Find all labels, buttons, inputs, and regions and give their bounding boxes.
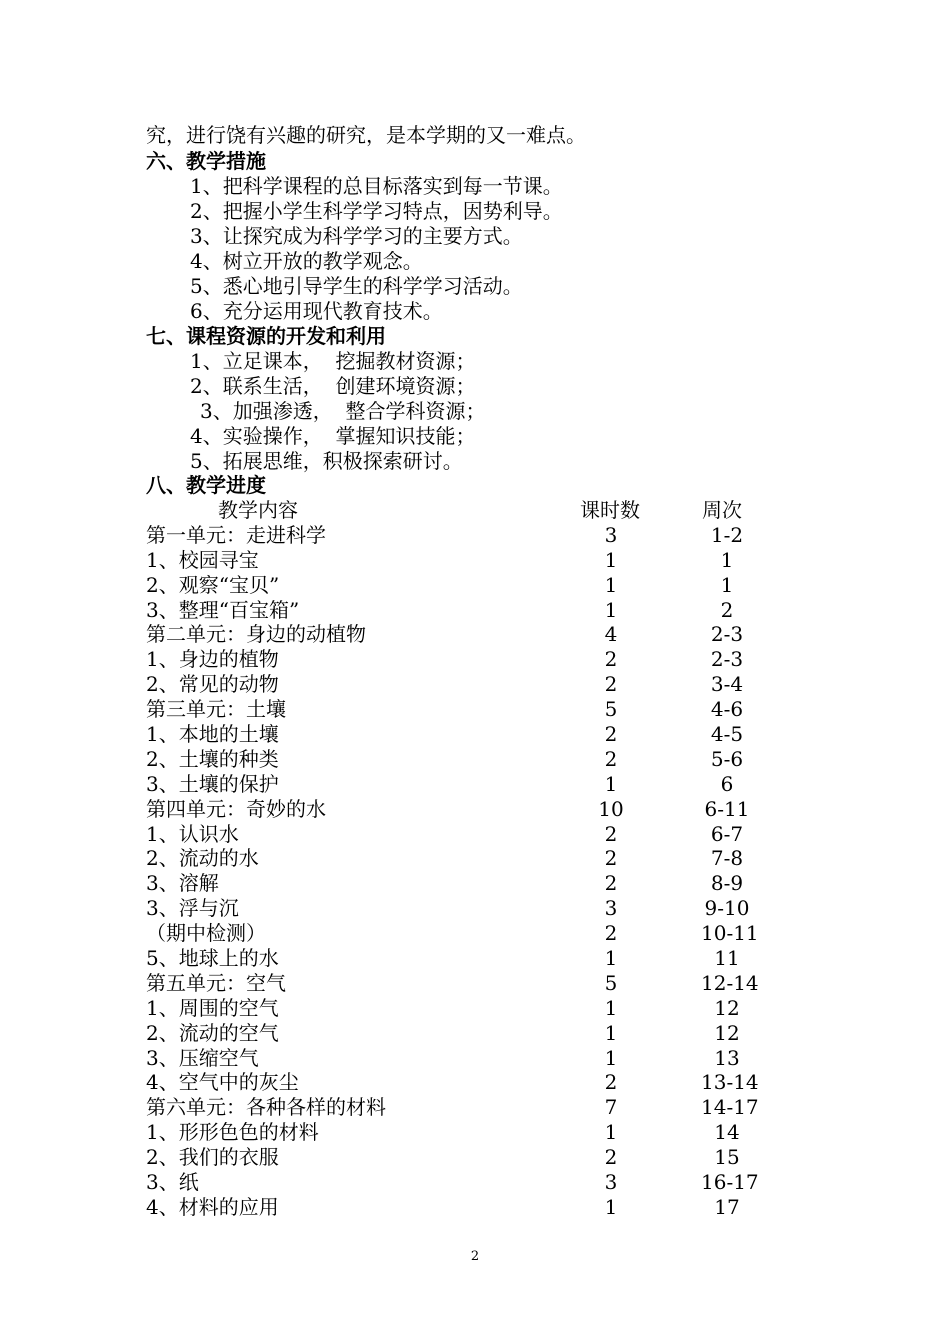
table-row (146, 548, 806, 573)
section-7-item: 4、实验操作， 掌握知识技能； (190, 424, 476, 448)
cell-weeks: 14 (714, 1120, 740, 1145)
table-row (146, 946, 806, 971)
cell-weeks: 7-8 (710, 846, 744, 871)
cell-weeks: 5-6 (710, 746, 744, 771)
cell-hours: 7 (604, 1095, 618, 1120)
cell-weeks: 9-10 (704, 896, 750, 921)
cell-content: 第五单元：空气 (146, 970, 286, 995)
cell-weeks: 12 (714, 1020, 740, 1045)
cell-hours: 5 (604, 970, 618, 995)
cell-content: 1、校园寻宝 (146, 547, 259, 572)
cell-content: 1、认识水 (146, 821, 239, 846)
cell-weeks: 1 (720, 572, 734, 597)
table-row (146, 1095, 806, 1120)
cell-content: 3、整理“百宝箱” (146, 597, 300, 622)
cell-weeks: 1 (720, 547, 734, 572)
cell-hours: 1 (604, 995, 618, 1020)
table-row (146, 1021, 806, 1046)
section-6-item: 4、树立开放的教学观念。 (190, 249, 423, 273)
cell-hours: 1 (604, 771, 618, 796)
cell-weeks: 15 (714, 1145, 740, 1170)
cell-weeks: 3-4 (710, 672, 744, 697)
cell-weeks: 13 (714, 1045, 740, 1070)
section-6-item: 1、把科学课程的总目标落实到每一节课。 (190, 174, 563, 198)
cell-content: 1、身边的植物 (146, 647, 279, 672)
table-row (146, 523, 806, 548)
section-7-heading: 七、课程资源的开发和利用 (146, 324, 386, 348)
cell-hours: 2 (604, 1070, 618, 1095)
table-row (146, 971, 806, 996)
cell-content: 第一单元：走进科学 (146, 522, 326, 547)
cell-content: 4、空气中的灰尘 (146, 1070, 299, 1095)
table-row (146, 797, 806, 822)
section-6-item: 2、把握小学生科学学习特点，因势利导。 (190, 199, 563, 223)
cell-hours: 1 (604, 946, 618, 971)
cell-content: 2、流动的水 (146, 846, 259, 871)
cell-content: 2、常见的动物 (146, 672, 279, 697)
cell-hours: 2 (604, 846, 618, 871)
table-row (146, 697, 806, 722)
cell-weeks: 12 (714, 995, 740, 1020)
cell-hours: 2 (604, 821, 618, 846)
cell-hours: 1 (604, 1045, 618, 1070)
cell-weeks: 12-14 (701, 970, 759, 995)
cell-hours: 1 (604, 597, 618, 622)
cell-content: 3、压缩空气 (146, 1045, 259, 1070)
cell-content: 2、土壤的种类 (146, 746, 279, 771)
cell-content: 3、浮与沉 (146, 896, 239, 921)
cell-hours: 2 (604, 647, 618, 672)
cell-hours: 3 (604, 896, 618, 921)
section-6-item: 5、悉心地引导学生的科学学习活动。 (190, 274, 523, 298)
cell-content: 1、形形色色的材料 (146, 1120, 319, 1145)
cell-hours: 2 (604, 672, 618, 697)
table-row (146, 722, 806, 747)
cell-content: 第二单元：身边的动植物 (146, 622, 366, 647)
cell-hours: 1 (604, 1194, 618, 1219)
table-row (146, 1145, 806, 1170)
cell-weeks: 6 (720, 771, 734, 796)
cell-content: （期中检测） (146, 921, 266, 946)
table-header (146, 498, 806, 523)
cell-weeks: 2 (720, 597, 734, 622)
table-row (146, 598, 806, 623)
cell-hours: 3 (604, 1170, 618, 1195)
cell-content: 3、溶解 (146, 871, 219, 896)
cell-content: 第三单元：土壤 (146, 697, 286, 722)
page-number: 2 (470, 1249, 480, 1264)
table-row (146, 1120, 806, 1145)
table-row (146, 1046, 806, 1071)
table-row (146, 1170, 806, 1195)
cell-content: 5、地球上的水 (146, 946, 279, 971)
cell-weeks: 6-11 (704, 796, 750, 821)
cell-weeks: 4-5 (710, 722, 744, 747)
cell-weeks: 2-3 (710, 622, 744, 647)
table-row (146, 996, 806, 1021)
cell-content: 第四单元：奇妙的水 (146, 796, 326, 821)
cell-content: 4、材料的应用 (146, 1194, 279, 1219)
table-row (146, 871, 806, 896)
cell-hours: 4 (604, 622, 618, 647)
section-7-item: 3、加强渗透， 整合学科资源； (200, 399, 486, 423)
cell-weeks: 2-3 (710, 647, 744, 672)
table-row (146, 573, 806, 598)
section-6-item: 6、充分运用现代教育技术。 (190, 299, 443, 323)
cell-hours: 2 (604, 871, 618, 896)
cell-hours: 5 (604, 697, 618, 722)
section-6-heading: 六、教学措施 (146, 149, 266, 173)
cell-weeks: 8-9 (710, 871, 744, 896)
intro-line: 究，进行饶有兴趣的研究，是本学期的又一难点。 (146, 123, 586, 147)
cell-weeks: 11 (714, 946, 740, 971)
cell-hours: 2 (604, 1145, 618, 1170)
cell-hours: 2 (604, 921, 618, 946)
cell-weeks: 13-14 (701, 1070, 759, 1095)
table-row (146, 846, 806, 871)
section-7-item: 1、立足课本， 挖掘教材资源； (190, 349, 476, 373)
cell-hours: 1 (604, 572, 618, 597)
section-7-item: 5、拓展思维，积极探索研讨。 (190, 449, 463, 473)
table-row (146, 921, 806, 946)
cell-hours: 1 (604, 547, 618, 572)
table-row (146, 1070, 806, 1095)
table-row (146, 747, 806, 772)
cell-weeks: 1-2 (710, 522, 744, 547)
cell-content: 1、周围的空气 (146, 995, 279, 1020)
table-row (146, 896, 806, 921)
cell-content: 2、我们的衣服 (146, 1145, 279, 1170)
cell-content: 第六单元：各种各样的材料 (146, 1095, 386, 1120)
cell-weeks: 17 (714, 1194, 740, 1219)
cell-weeks: 10-11 (701, 921, 759, 946)
cell-hours: 1 (604, 1020, 618, 1045)
table-body (146, 523, 806, 1220)
cell-weeks: 4-6 (710, 697, 744, 722)
section-8-heading: 八、教学进度 (146, 473, 266, 497)
cell-content: 1、本地的土壤 (146, 722, 279, 747)
cell-content: 2、观察“宝贝” (146, 572, 280, 597)
cell-content: 3、土壤的保护 (146, 771, 279, 796)
cell-content: 3、纸 (146, 1170, 199, 1195)
cell-hours: 3 (604, 522, 618, 547)
header-weeks: 周次 (702, 498, 742, 522)
header-content: 教学内容 (218, 498, 298, 522)
section-6-item: 3、让探究成为科学学习的主要方式。 (190, 224, 523, 248)
cell-content: 2、流动的空气 (146, 1020, 279, 1045)
table-row (146, 647, 806, 672)
table-row (146, 772, 806, 797)
table-row (146, 822, 806, 847)
cell-hours: 2 (604, 722, 618, 747)
cell-weeks: 16-17 (701, 1170, 759, 1195)
cell-weeks: 6-7 (710, 821, 744, 846)
header-hours: 课时数 (580, 498, 640, 522)
section-7-item: 2、联系生活， 创建环境资源； (190, 374, 476, 398)
cell-weeks: 14-17 (701, 1095, 759, 1120)
table-row (146, 622, 806, 647)
cell-hours: 2 (604, 746, 618, 771)
cell-hours: 1 (604, 1120, 618, 1145)
table-row (146, 672, 806, 697)
cell-hours: 10 (598, 796, 624, 821)
table-row (146, 1195, 806, 1220)
schedule-table (146, 498, 806, 1220)
